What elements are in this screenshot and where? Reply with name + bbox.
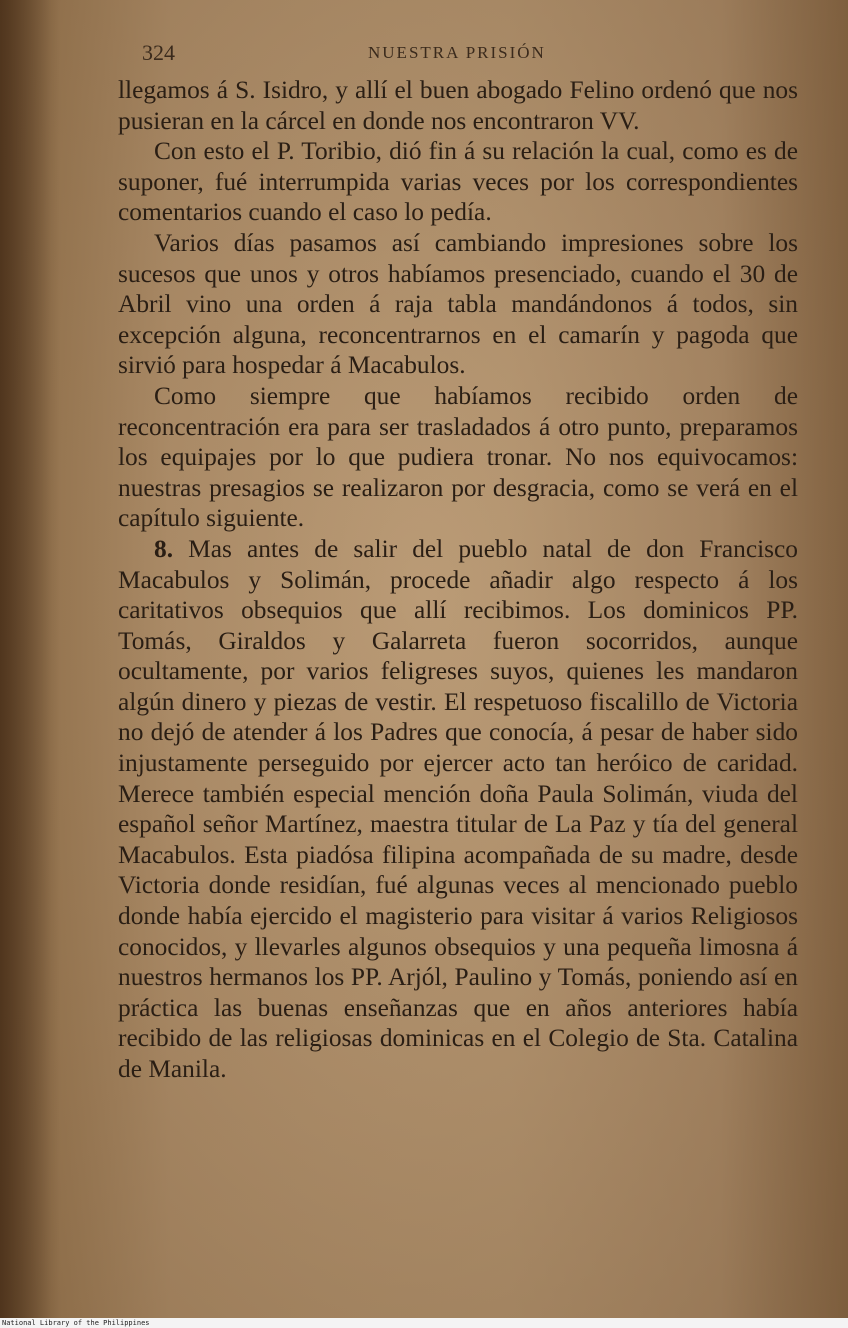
paragraph-2: Con esto el P. Toribio, dió fin á su relación la cual, como es de suponer, fué interrumpida varias veces por los correspondientes comentarios cuando el caso lo pedía.: [118, 137, 798, 227]
body-text: [118, 75, 798, 1085]
scan-credit: National Library of the Philippines: [2, 1319, 150, 1327]
section-number: 8.: [154, 534, 174, 563]
paragraph-3: Varios días pasamos así cambiando impresiones sobre los sucesos que unos y otros habíamos presenciado, cuando el 30 de Abril vino una orden á raja tabla mandándonos á todos, sin excepción alguna, reconcentrarnos en el camarín y pagoda que sirvió para hospedar á Macabulos.: [118, 228, 798, 380]
page-header: [142, 40, 802, 70]
spine-shadow: [0, 0, 60, 1318]
paragraph-4: Como siempre que habíamos recibido orden de reconcentración era para ser trasladados á otro punto, preparamos los equipajes por lo que pudiera tronar. No nos equivocamos: nuestras presagios se realizaron por desgracia, como se verá en el capítulo siguiente.: [118, 381, 798, 533]
running-title: NUESTRA PRISIÓN: [368, 43, 546, 62]
paragraph-5: [118, 534, 798, 1085]
page-number: 324: [142, 40, 175, 65]
paragraph-5-text: Mas antes de salir del pueblo natal de don Francisco Macabulos y Solimán, procede añadir algo respecto á los caritativos obsequios que allí recibimos. Los dominicos PP. Tomás, Giraldos y Galarreta fueron socorridos, aunque ocultamente, por varios feligreses suyos, quienes les mandaron algún dinero y piezas de vestir. El respetuoso fiscalillo de Victoria no dejó de atender á los Padres que conocía, á pesar de haber sido injustamente perseguido por ejercer acto tan heróico de caridad. Merece también especial mención doña Paula Solimán, viuda del español señor Martínez, maestra titular de La Paz y tía del general Macabulos. Esta piadósa filipina acompañada de su madre, desde Victoria donde residían, fué algunas veces al mencionado pueblo donde había ejercido el magisterio para visitar á varios Religiosos conocidos, y llevarles algunos obsequios y una pequeña limosna á nuestros hermanos los PP. Arjól, Paulino y Tomás, poniendo así en práctica las buenas enseñanzas que en años anteriores había recibido de las religiosas dominicas en el Colegio de Sta. Catalina de Manila.: [118, 534, 798, 1083]
paragraph-1: llegamos á S. Isidro, y allí el buen abogado Felino ordenó que nos pusieran en la cárcel en donde nos encontraron VV.: [118, 76, 798, 135]
